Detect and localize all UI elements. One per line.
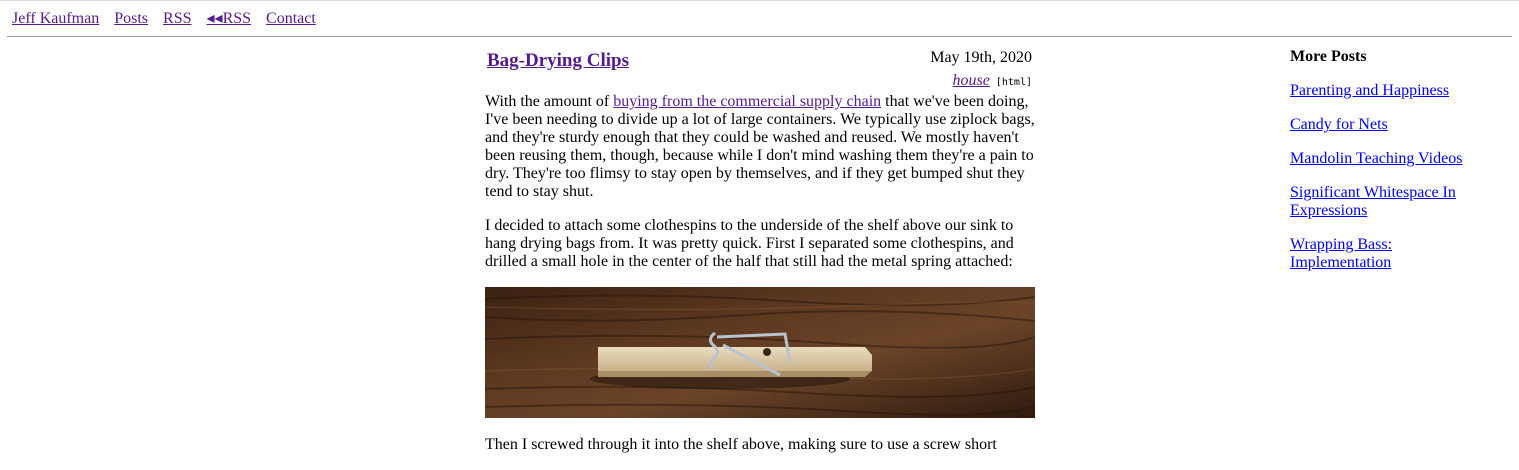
more-post-link[interactable]: Significant Whitespace In Expressions bbox=[1290, 184, 1456, 219]
paragraph-method: I decided to attach some clothespins to the underside of the shelf above our sink to hang drying bags from. It was pretty quick. First I separated some clothespins, and drilled a small hole in the center of the half that still had the metal spring attached: bbox=[485, 217, 1014, 270]
more-post-link[interactable]: Candy for Nets bbox=[1290, 116, 1388, 133]
paragraph-install: Then I screwed through it into the shelf above, making sure to use a screw short bbox=[485, 436, 997, 453]
supply-chain-link[interactable]: buying from the commercial supply chain bbox=[613, 93, 882, 110]
paragraph-intro: With the amount of buying from the commercial supply chain that we've been doing, I've been needing to divide up a lot of large containers. We typically use ziplock bags, and they're sturdy enough that they could be washed and reused. We mostly haven't been reusing them, though, because while I don't mind washing them they're a pain to dry. They're too flimsy to stay open by themselves, and if they get bumped shut they tend to stay shut. bbox=[485, 93, 1035, 200]
clothespin-photo[interactable] bbox=[485, 287, 1035, 418]
post-title-link[interactable]: Bag-Drying Clips bbox=[487, 50, 629, 71]
nav-rss-link[interactable]: RSS bbox=[163, 10, 192, 27]
tag-link[interactable]: house bbox=[952, 72, 990, 89]
post-tags bbox=[880, 72, 1032, 92]
post-date: May 19th, 2020 bbox=[930, 49, 1032, 66]
more-post-link[interactable]: Wrapping Bass: Implementation bbox=[1290, 236, 1393, 271]
post-body bbox=[485, 93, 1037, 470]
more-post-link[interactable]: Parenting and Happiness bbox=[1290, 82, 1450, 99]
html-version-link[interactable]: [html] bbox=[995, 77, 1032, 88]
top-navigation bbox=[12, 10, 327, 28]
nav-home-link[interactable]: Jeff Kaufman bbox=[12, 10, 100, 27]
nav-rss-all-link[interactable]: ◂◂RSS bbox=[206, 10, 252, 27]
more-posts-heading: More Posts bbox=[1290, 48, 1367, 65]
nav-contact-link[interactable]: Contact bbox=[266, 10, 316, 27]
nav-posts-link[interactable]: Posts bbox=[114, 10, 149, 27]
more-posts-sidebar bbox=[1290, 48, 1490, 288]
nav-divider bbox=[7, 36, 1512, 37]
more-post-link[interactable]: Mandolin Teaching Videos bbox=[1290, 150, 1463, 167]
